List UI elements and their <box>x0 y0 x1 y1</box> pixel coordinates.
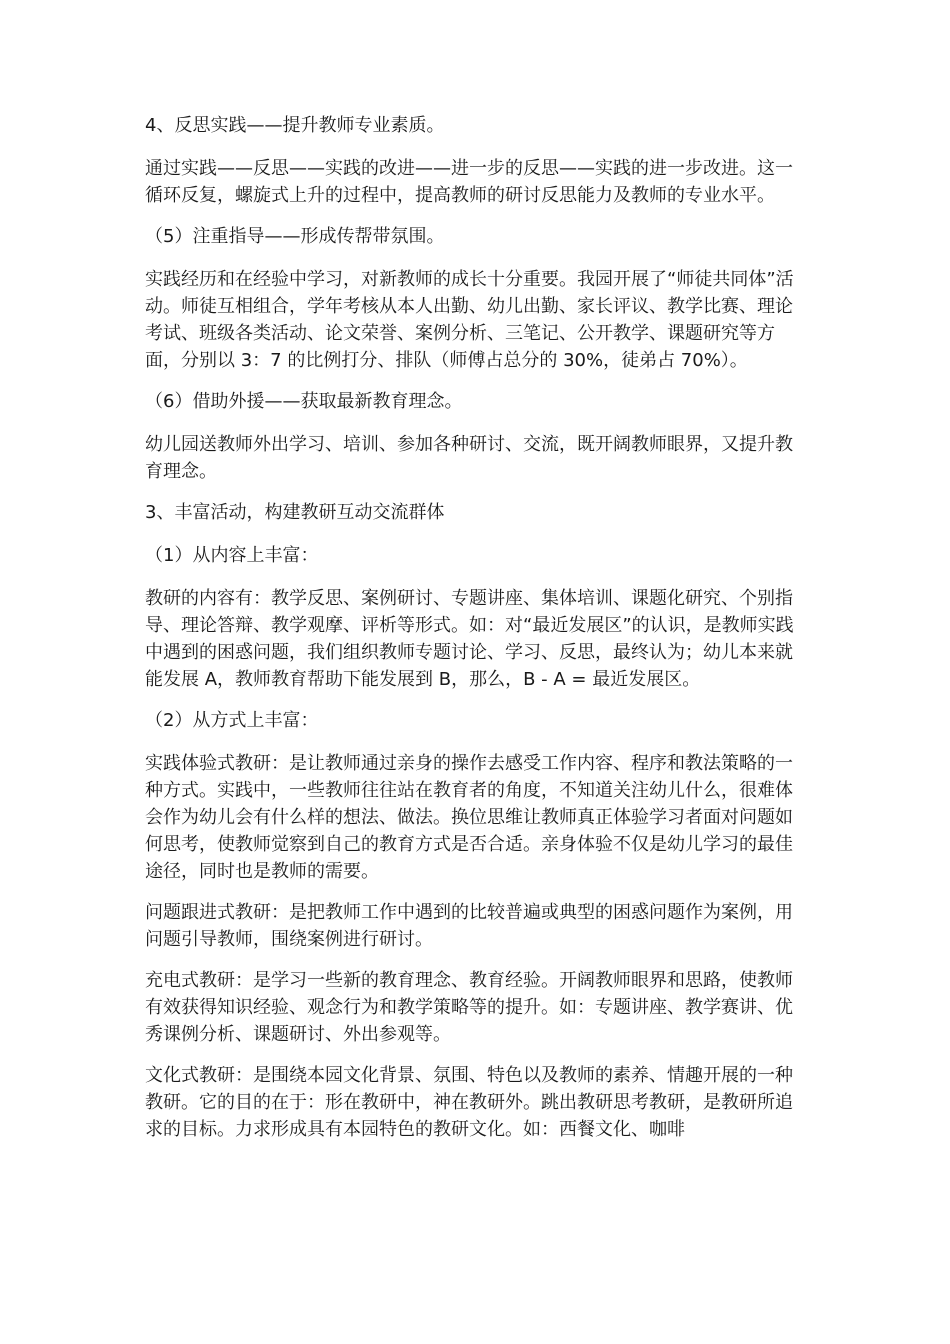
section-heading-reflect-practice: 4、反思实践——提升教师专业素质。 <box>145 115 445 136</box>
paragraph-external-training: 幼儿园送教师外出学习、培训、参加各种研讨、交流，既开阔教师眼界，又提升教育理念。 <box>145 434 793 482</box>
paragraph-research-content: 教研的内容有：教学反思、案例研讨、专题讲座、集体培训、课题化研究、个别指导、理论答辩、教学观摩、评析等形式。如：对“最近发展区”的认识，是教师实践中遇到的困惑问题，我们组织教师专题讨论、学习、反思，最终认为；幼儿本来就能发展 A，教师教育帮助下能发展到 B，那么，B - A = 最近发展区。 <box>145 588 794 690</box>
subheading-guidance: （5）注重指导——形成传帮带氛围。 <box>145 226 445 247</box>
paragraph-cultural-research: 文化式教研：是围绕本园文化背景、氛围、特色以及教师的素养、情趣开展的一种教研。它的目的在于：形在教研中，神在教研外。跳出教研思考教研，是教研所追求的目标。力求形成具有本园特色的教研文化。如：西餐文化、咖啡 <box>145 1065 793 1140</box>
document-body <box>145 112 807 1157</box>
section-heading-rich-activities: 3、丰富活动，构建教研互动交流群体 <box>145 502 445 523</box>
paragraph-mentor-program: 实践经历和在经验中学习，对新教师的成长十分重要。我园开展了“师徒共同体”活动。师徒互相组合，学年考核从本人出勤、幼儿出勤、家长评议、教学比赛、理论考试、班级各类活动、论文荣誉、案例分析、三笔记、公开教学、课题研究等方面，分别以 3：7 的比例打分、排队（师傅占总分的 30%，徒弟占 70%）。 <box>145 269 794 371</box>
paragraph-charging-research: 充电式教研：是学习一些新的教育理念、教育经验。开阔教师眼界和思路，使教师有效获得知识经验、观念行为和教学策略等的提升。如：专题讲座、教学赛讲、优秀课例分析、课题研讨、外出参观等。 <box>145 970 793 1045</box>
paragraph-practice-experience-research: 实践体验式教研：是让教师通过亲身的操作去感受工作内容、程序和教法策略的一种方式。实践中，一些教师往往站在教育者的角度，不知道关注幼儿什么，很难体会作为幼儿会有什么样的想法、做法。换位思维让教师真正体验学习者面对问题如何思考，使教师觉察到自己的教育方式是否合适。亲身体验不仅是幼儿学习的最佳途径，同时也是教师的需要。 <box>145 753 793 882</box>
subheading-external-help: （6）借助外援——获取最新教育理念。 <box>145 391 463 412</box>
subheading-method-enrichment: （2）从方式上丰富： <box>145 710 319 731</box>
subheading-content-enrichment: （1）从内容上丰富： <box>145 545 319 566</box>
paragraph-problem-followup-research: 问题跟进式教研：是把教师工作中遇到的比较普遍或典型的困惑问题作为案例，用问题引导教师，围绕案例进行研讨。 <box>145 902 793 950</box>
paragraph-reflection-cycle: 通过实践——反思——实践的改进——进一步的反思——实践的进一步改进。这一循环反复，螺旋式上升的过程中，提高教师的研讨反思能力及教师的专业水平。 <box>145 158 793 206</box>
